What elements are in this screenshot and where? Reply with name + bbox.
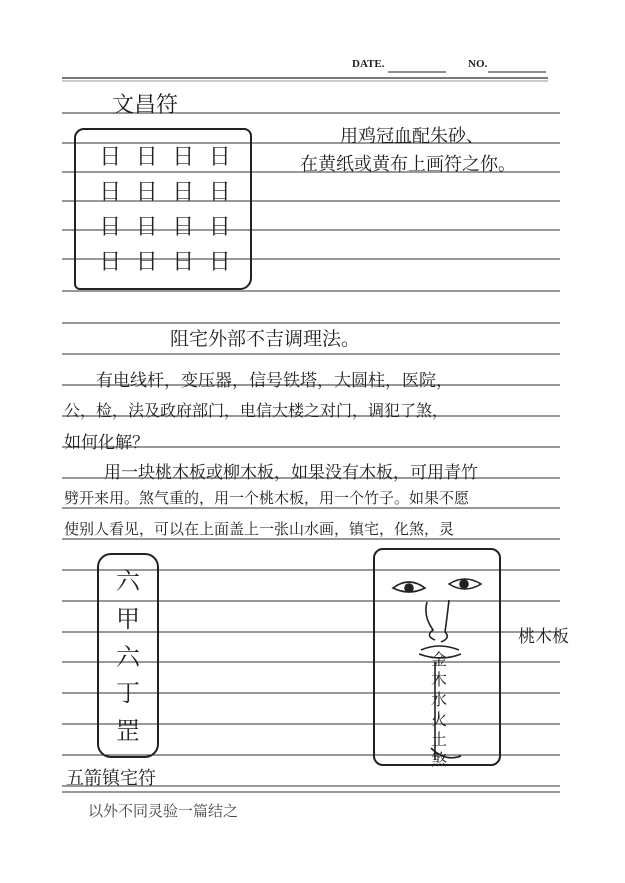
date-label: DATE. xyxy=(352,58,385,70)
element-char: 木 xyxy=(430,670,447,689)
paragraph-2-line-3: 使别人看见，可以在上面盖上一张山水画，镇宅，化煞，灵 xyxy=(64,520,455,538)
grid-cell: 日 xyxy=(135,214,158,240)
grid-cell: 日 xyxy=(172,214,195,240)
peach-wood-face-talisman xyxy=(373,548,501,769)
talisman-char-5: 罡 xyxy=(116,717,140,745)
liujia-talisman xyxy=(97,553,159,758)
grid-cell: 日 xyxy=(99,249,122,275)
grid-cell: 日 xyxy=(172,249,195,275)
grid-cell: 日 xyxy=(135,144,158,170)
element-char: 土 xyxy=(430,730,447,749)
paragraph-2-line-1: 用一块桃木板或柳木板，如果没有木板，可用青竹 xyxy=(104,463,478,483)
peach-wood-label: 桃木板 xyxy=(518,627,569,647)
paragraph-1-line-1: 有电线杆，变压器，信号铁塔，大圆柱，医院， xyxy=(96,371,453,391)
grid-cell: 日 xyxy=(172,144,195,170)
grid-cell: 日 xyxy=(208,144,231,170)
element-char: 煞 xyxy=(430,750,447,769)
grid-cell: 日 xyxy=(99,144,122,170)
talisman-char-1: 六 xyxy=(116,567,140,595)
footer-title: 五箭镇宅符 xyxy=(66,768,156,789)
grid-cells xyxy=(92,140,238,280)
paragraph-1-line-3: 如何化解？ xyxy=(64,433,149,453)
grid-cell: 日 xyxy=(208,179,231,205)
grid-cell: 日 xyxy=(208,214,231,240)
section-title: 阻宅外部不吉调理法。 xyxy=(170,328,361,350)
talisman-title: 文昌符 xyxy=(112,93,179,118)
elements-stack xyxy=(427,650,451,770)
element-char: 水 xyxy=(430,690,447,709)
instruction-line-2: 在黄纸或黄布上画符之你。 xyxy=(300,154,516,175)
talisman-char-4: 丁 xyxy=(116,679,140,707)
element-char: 火 xyxy=(430,710,447,729)
grid-cell: 日 xyxy=(135,249,158,275)
grid-talisman xyxy=(74,128,252,290)
number-label: NO. xyxy=(468,58,488,70)
grid-cell: 日 xyxy=(208,249,231,275)
paragraph-2-line-2: 劈开来用。煞气重的，用一个桃木板，用一个竹子。如果不愿 xyxy=(64,489,470,507)
grid-cell: 日 xyxy=(135,179,158,205)
talisman-char-3: 六 xyxy=(116,643,140,671)
footer-note: 以外不同灵验一篇结之 xyxy=(88,802,239,820)
element-char: 金 xyxy=(430,650,447,669)
grid-cell: 日 xyxy=(172,179,195,205)
paragraph-1-line-2: 公，检，法及政府部门，电信大楼之对门，调犯了煞， xyxy=(64,401,449,420)
grid-cell: 日 xyxy=(99,214,122,240)
grid-cell: 日 xyxy=(99,179,122,205)
instruction-line-1: 用鸡冠血配朱砂、 xyxy=(340,126,484,147)
talisman-char-2: 甲 xyxy=(116,605,140,633)
